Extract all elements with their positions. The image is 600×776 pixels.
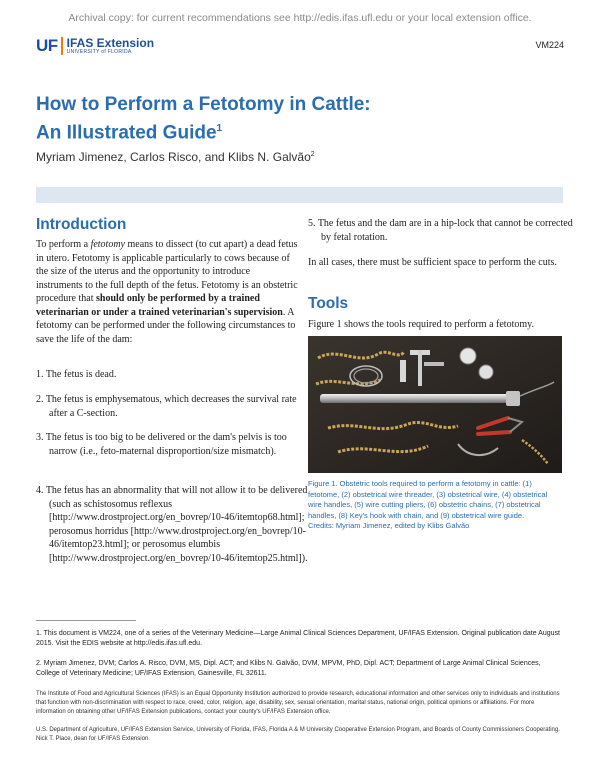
intro-text-c: . A fetotomy can be performed under the following circumstances to save the life of the dam: bbox=[36, 306, 296, 345]
footnote: 2. Myriam Jimenez, DVM; Carlos A. Risco, DVM, MS, Dipl. ACT; and Klibs N. Galvão, DVM, MPVM, PhD, Dipl. ACT; Department of Large Animal Clinical Sciences, College of Veterinary Medicine; UF/IFAS Extension, Gainesville, FL 32611. bbox=[36, 660, 541, 677]
tools-photo bbox=[308, 336, 562, 473]
intro-text-a: To perform a bbox=[36, 239, 91, 250]
document-code: VM224 bbox=[535, 40, 564, 50]
footnote: 1. This document is VM224, one of a series of the Veterinary Medicine—Large Animal Clinical Sciences Department, UF/IFAS Extension. Original publication date August 2015. Visit the EDIS website at http://edis.ifas.ufl.edu. bbox=[36, 630, 560, 647]
footnote-divider bbox=[36, 620, 136, 621]
authors bbox=[36, 150, 315, 164]
authors-footnote-ref: 2 bbox=[310, 151, 315, 158]
caption-text: Figure 1. Obstetric tools required to perform a fetotomy in cattle: (1) fetotome, (2) obstetrical wire threader, (3) obstetrical wire, (4) obstetrical wire handles, (5) wire cutting pliers, (6) obstetric chains, (7) obstetrical handles, (8) Key's hook with chain, and (9) obstetrical wire guide. bbox=[308, 479, 548, 520]
page-title bbox=[36, 93, 436, 145]
list-item: 5. The fetus and the dam are in a hip-lock that cannot be corrected by fetal rotation. bbox=[308, 218, 573, 243]
list-item: 1. The fetus is dead. bbox=[36, 369, 117, 380]
authors-text: Myriam Jimenez, Carlos Risco, and Klibs N. Galvão bbox=[36, 150, 311, 164]
list-item: 3. The fetus is too big to be delivered or the dam's pelvis is too narrow (i.e., feto-maternal disproportion/size mismatch). bbox=[36, 432, 287, 457]
cut-space-paragraph: In all cases, there must be sufficient space to perform the cuts. bbox=[308, 257, 557, 268]
intro-term: fetotomy bbox=[90, 239, 125, 250]
introduction-heading: Introduction bbox=[36, 216, 127, 233]
title-line-2: An Illustrated Guide bbox=[36, 122, 217, 144]
title-line-1: How to Perform a Fetotomy in Cattle: bbox=[36, 94, 371, 115]
uf-ifas-logo bbox=[36, 36, 154, 56]
caption-credits: Credits: Myriam Jimenez, edited by Klibs Galvão bbox=[308, 521, 470, 530]
header-rule bbox=[36, 187, 563, 203]
figure-caption bbox=[308, 479, 562, 532]
archival-note: Archival copy: for current recommendations see http://edis.ifas.ufl.edu or your local extension office. bbox=[68, 12, 532, 24]
introduction-paragraph bbox=[36, 238, 298, 346]
logo-uf: UF bbox=[36, 36, 58, 55]
logo-ifas: IFAS Extension bbox=[66, 36, 155, 50]
list-item: 2. The fetus is emphysematous, which decreases the survival rate after a C-section. bbox=[36, 394, 297, 419]
intro-text-b: means to dissect (to cut apart) a dead fetus in utero. Fetotomy is applicable particularly to cows because of the size of the uterus and the opportunity to introduce instruments to the full depth of the fetus. Fetotomy is an obstetric procedure that bbox=[36, 239, 298, 304]
logo-university: UNIVERSITY of FLORIDA bbox=[66, 49, 132, 55]
list-item: 4. The fetus has an abnormality that will not allow it to be delivered (such as schistosomus reflexus [http://www.drostproject.org/en_bovrep/10-46/itemtop68.html]; perosomus horridus [http://www.drostproject.org/en_bovrep/10-46/itemtop23.html]; or perosomus elumbis [http://www.drostproject.org/en_bovrep/10-46/itemtop25.html]). bbox=[36, 485, 308, 564]
tools-heading: Tools bbox=[308, 295, 349, 312]
title-footnote-ref: 1 bbox=[216, 123, 223, 134]
logo-divider bbox=[61, 37, 63, 55]
equal-opportunity-statement: The Institute of Food and Agricultural Sciences (IFAS) is an Equal Opportunity Institution authorized to provide research, educational information and other services only to individuals and institutions that function with non-discrimination with respect to race, creed, color, religion, age, disability, sex, sexual orientation, marital status, national origin, political opinions or affiliations. For more information on obtaining other UF/IFAS Extension publications, contact your county's UF/IFAS Extension office. bbox=[36, 691, 560, 715]
intro-warning: should only be performed by a trained veterinarian or under a trained veterinarian's supervision bbox=[36, 293, 283, 318]
tools-paragraph: Figure 1 shows the tools required to perform a fetotomy. bbox=[308, 319, 534, 330]
usda-statement: U.S. Department of Agriculture, UF/IFAS Extension Service, University of Florida, IFAS, Florida A & M University Cooperative Extension Program, and Boards of County Commissioners Cooperating. Nick T. Place, dean for UF/IFAS Extension. bbox=[36, 727, 560, 742]
